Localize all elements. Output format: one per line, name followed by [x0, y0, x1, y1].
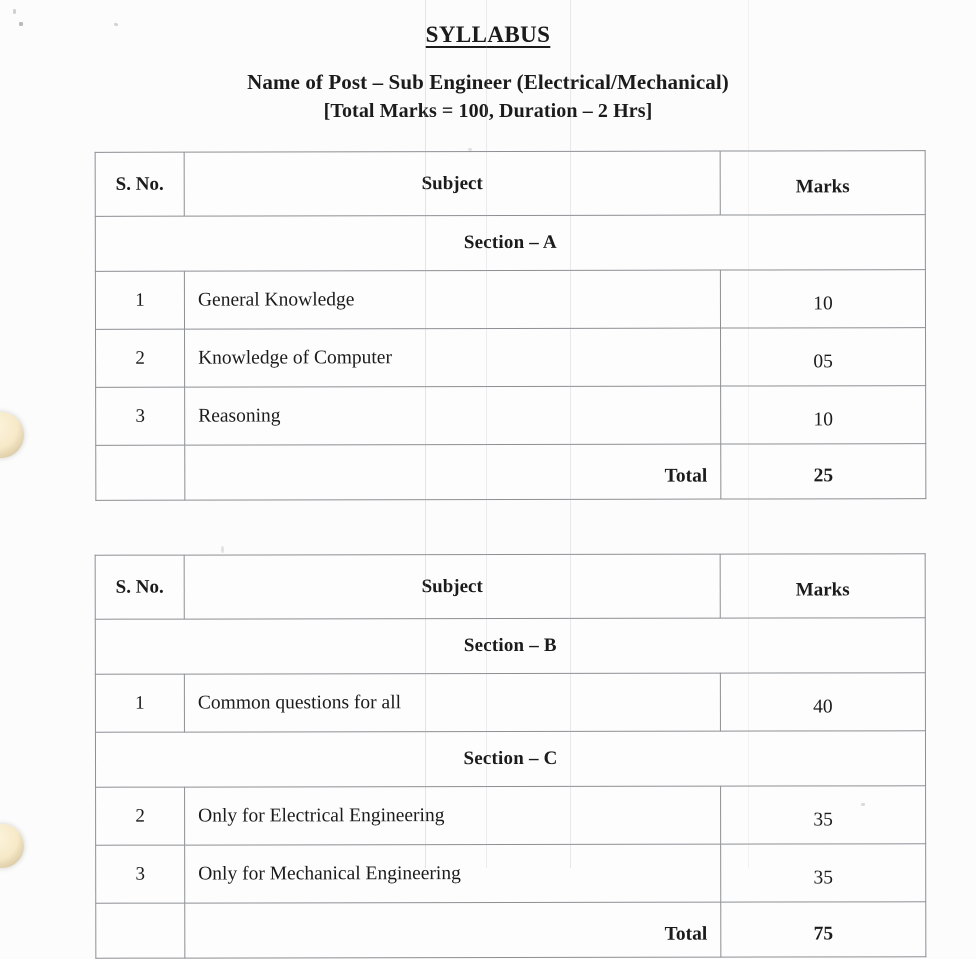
post-name-line: Name of Post – Sub Engineer (Electrical/Mechanical) — [247, 70, 729, 94]
cell-marks: 35 — [721, 786, 926, 844]
column-header-marks: Marks — [720, 554, 925, 618]
section-banner-a: Section – A — [95, 215, 925, 272]
column-header-sno: S. No. — [95, 152, 184, 216]
total-value: 75 — [721, 902, 926, 957]
section-banner-c: Section – C — [95, 731, 925, 787]
cell-subject: Reasoning — [185, 386, 721, 445]
section-banner-b: Section – B — [95, 618, 925, 674]
cell-sno: 1 — [95, 271, 184, 329]
title-block — [0, 0, 976, 123]
cell-marks: 35 — [721, 844, 926, 902]
cell-subject: Common questions for all — [184, 673, 720, 732]
table-header-row — [95, 151, 925, 217]
column-header-subject: Subject — [184, 554, 720, 619]
cell-sno-empty — [96, 903, 185, 958]
table-header-row — [95, 554, 925, 619]
total-value: 25 — [721, 444, 926, 499]
section-banner-row — [95, 618, 925, 674]
cell-marks: 40 — [720, 673, 925, 731]
cell-subject: Only for Mechanical Engineering — [185, 844, 721, 903]
table-row — [96, 328, 926, 388]
cell-sno: 1 — [95, 674, 184, 732]
syllabus-table-1-wrapper — [95, 151, 976, 500]
section-banner-row — [95, 215, 925, 272]
page-title — [0, 22, 976, 48]
total-label: Total — [185, 444, 721, 500]
section-banner-row — [95, 731, 925, 787]
cell-sno: 2 — [96, 329, 185, 387]
column-header-marks: Marks — [720, 151, 925, 215]
cell-sno: 3 — [96, 845, 185, 903]
cell-marks: 10 — [721, 386, 926, 444]
syllabus-table-section-b-c — [95, 553, 927, 958]
table-row — [96, 844, 926, 903]
syllabus-table-2-wrapper — [95, 554, 976, 958]
table-row — [96, 786, 926, 845]
syllabus-table-section-a — [95, 150, 927, 501]
cell-sno-empty — [96, 445, 185, 500]
cell-subject: Knowledge of Computer — [185, 328, 721, 387]
cell-sno: 3 — [96, 387, 185, 445]
table-total-row — [96, 444, 926, 501]
table-row — [96, 386, 926, 446]
cell-sno: 2 — [96, 787, 185, 845]
table-total-row — [96, 902, 926, 958]
table-row — [95, 270, 925, 330]
document-title-text: SYLLABUS — [425, 22, 551, 47]
cell-marks: 10 — [720, 270, 925, 328]
total-marks-duration-line: [Total Marks = 100, Duration – 2 Hrs] — [323, 100, 653, 122]
cell-marks: 05 — [721, 328, 926, 386]
table-row — [95, 673, 925, 732]
cell-subject: General Knowledge — [184, 270, 720, 329]
column-header-subject: Subject — [184, 151, 720, 216]
total-label: Total — [185, 902, 721, 958]
cell-subject: Only for Electrical Engineering — [185, 786, 721, 845]
column-header-sno: S. No. — [95, 555, 184, 619]
